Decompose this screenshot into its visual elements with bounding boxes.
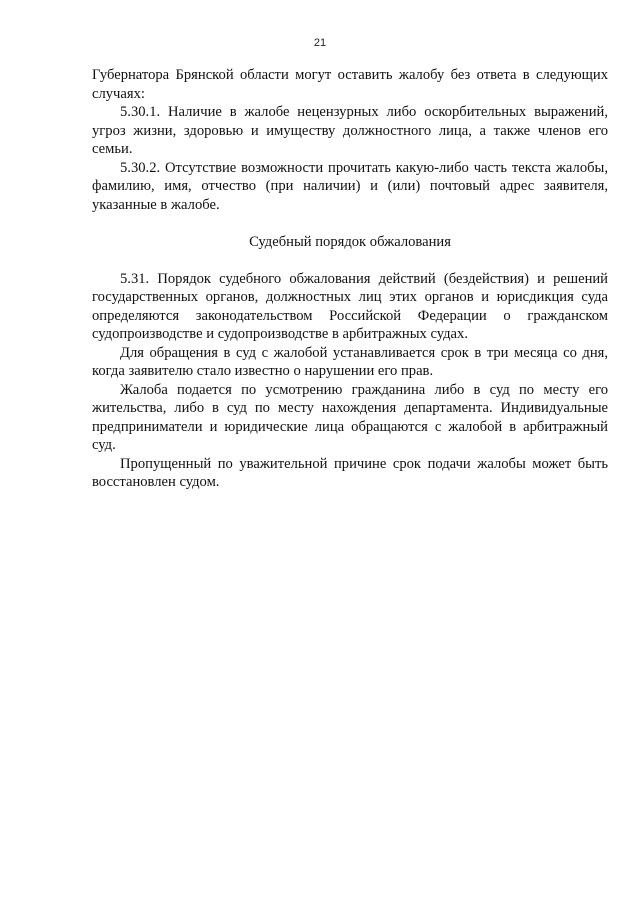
paragraph-jurisdiction: Жалоба подается по усмотрению гражданина либо в суд по месту его жительства, либо в суд по месту нахождения департамента. Индивидуальные предприниматели и юридические лица обращаются с жалобой в арбитражный суд.	[92, 381, 608, 453]
paragraph-restoration: Пропущенный по уважительной причине срок подачи жалобы может быть восстановлен судом.	[92, 455, 608, 490]
paragraph-5-30-2: 5.30.2. Отсутствие возможности прочитать какую-либо часть текста жалобы, фамилию, имя, отчество (при наличии) и (или) почтовый адрес заявителя, указанные в жалобе.	[92, 159, 608, 213]
document-body	[92, 66, 608, 492]
page-number: 21	[313, 37, 327, 49]
paragraph-5-31: 5.31. Порядок судебного обжалования действий (бездействия) и решений государственных органов, должностных лиц этих органов и юрисдикция суда определяются законодательством Российской Федерации о гражданском судопроизводстве и судопроизводстве в арбитражных судах.	[92, 270, 608, 342]
paragraph-continuation: Губернатора Брянской области могут оставить жалобу без ответа в следующих случаях:	[92, 67, 608, 102]
paragraph-5-30-1: 5.30.1. Наличие в жалобе нецензурных либо оскорбительных выражений, угроз жизни, здоровью и имуществу должностного лица, а также членов его семьи.	[92, 104, 608, 157]
paragraph-deadline: Для обращения в суд с жалобой устанавливается срок в три месяца со дня, когда заявителю стало известно о нарушении его прав.	[92, 344, 608, 379]
section-heading: Судебный порядок обжалования	[249, 233, 451, 250]
